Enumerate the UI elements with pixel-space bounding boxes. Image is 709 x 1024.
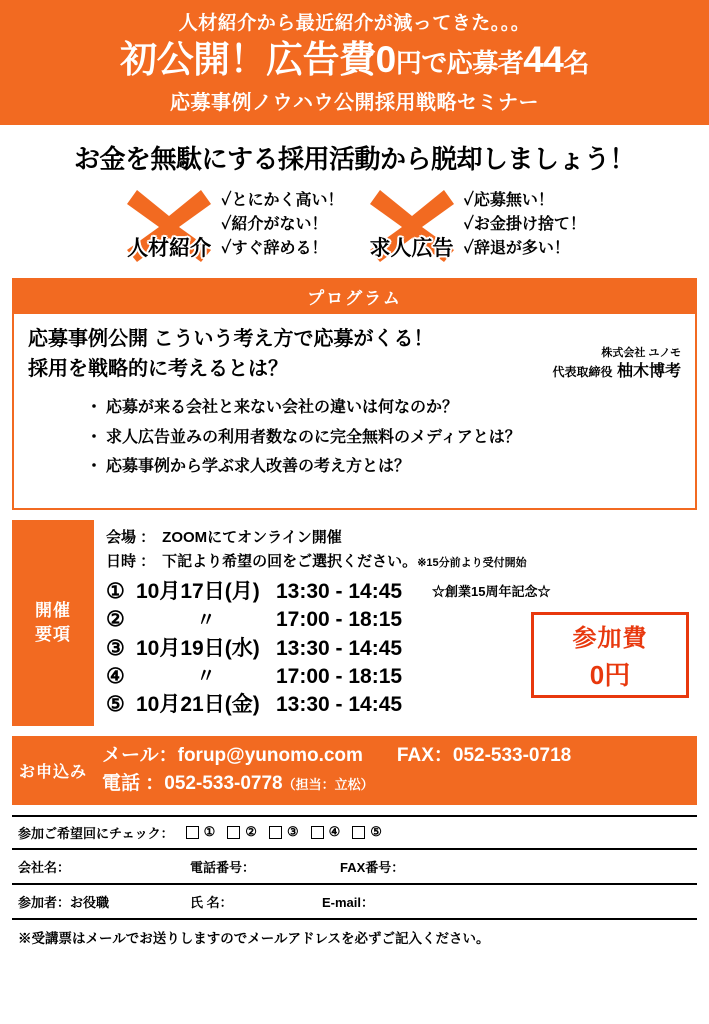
- venue-value: ZOOMにてオンライン開催: [162, 529, 342, 546]
- apply-mail-label: メール：: [102, 744, 178, 766]
- program-item: ・ 応募が来る会社と来ない会社の違いは何なのか？: [86, 396, 681, 419]
- title-part2: 円で応募者: [395, 48, 524, 78]
- program-item: ・ 応募事例から学ぶ求人改善の考え方とは？: [86, 455, 681, 478]
- application-form: [12, 815, 697, 947]
- session-time: 13:30 - 14:45: [276, 636, 403, 660]
- details-label-line2: 要項: [35, 624, 71, 644]
- fee-amount: 0円: [589, 660, 631, 690]
- speaker-role-name: [553, 361, 681, 383]
- form-row-checkboxes: [12, 817, 697, 850]
- header-banner: [0, 0, 709, 125]
- program-section: [12, 278, 697, 510]
- session-number: ④: [106, 665, 125, 689]
- checkbox-label: ②: [245, 824, 257, 840]
- speaker-company: 株式会社 ユノモ: [601, 347, 681, 359]
- problem-bullet: ✓お金掛け捨て！: [463, 216, 586, 234]
- form-row-company: [12, 850, 697, 885]
- problem-bullet: ✓とにかく高い！: [221, 192, 344, 210]
- checkbox-option-5[interactable]: [340, 824, 382, 840]
- checkbox-icon[interactable]: [311, 826, 324, 839]
- venue-row: [106, 526, 697, 550]
- program-item-list: [28, 396, 681, 478]
- problem-bullets-jobad: [464, 189, 586, 261]
- problem-bullet: ✓すぐ辞める！: [221, 240, 328, 258]
- problem-bullet: ✓辞退が多い！: [463, 240, 570, 258]
- session-number: ②: [106, 608, 125, 632]
- header-main-title: [0, 39, 709, 80]
- form-footnote: ※受講票はメールでお送りしますのでメールアドレスを必ずご記入ください。: [18, 930, 490, 946]
- problem-label-agency: 人材紹介: [127, 237, 212, 261]
- problem-bullet: ✓応募無い！: [463, 192, 554, 210]
- checkbox-icon[interactable]: [269, 826, 282, 839]
- session-time: 13:30 - 14:45: [276, 580, 403, 603]
- speaker-name: 柚木博考: [616, 362, 681, 380]
- date-note: ※15分前より受付開始: [417, 557, 527, 569]
- problem-block-jobad: [366, 186, 586, 264]
- checkbox-icon[interactable]: [352, 826, 365, 839]
- program-title: [28, 324, 434, 384]
- session-time: 13:30 - 14:45: [276, 693, 403, 717]
- apply-label: お申込み: [18, 763, 87, 781]
- apply-contact-info: [94, 742, 697, 799]
- checkbox-option-2[interactable]: [215, 824, 257, 840]
- checkbox-label: ③: [286, 824, 299, 840]
- session-date: 10月17日(月): [136, 580, 260, 603]
- date-row: [106, 550, 697, 574]
- header-lead: 人材紹介から最近紹介が減ってきた。。。: [178, 13, 531, 34]
- checkbox-icon[interactable]: [227, 826, 240, 839]
- title-zero: 0: [375, 39, 396, 80]
- session-extra: ☆創業15周年記念☆: [432, 584, 551, 600]
- speaker-role: 代表取締役: [552, 364, 613, 379]
- program-speaker: [553, 346, 681, 384]
- session-row[interactable]: [106, 578, 697, 606]
- session-time: 17:00 - 18:15: [276, 608, 403, 632]
- apply-tel-label: 電話 ：: [102, 773, 165, 795]
- email-field-label[interactable]: E-mail：: [322, 894, 375, 910]
- program-title-row: [28, 324, 681, 384]
- fee-badge: [531, 612, 689, 698]
- program-item: ・ 求人広告並みの利用者数なのに完全無料のメディアとは？: [86, 426, 681, 449]
- problem-blocks: [0, 184, 709, 274]
- apply-mail-row: [102, 742, 697, 771]
- attendee-field-label[interactable]: 参加者：お役職: [18, 894, 110, 910]
- session-date: 〃: [196, 666, 216, 688]
- catch-copy: お金を無駄にする採用活動から脱却しましょう！: [73, 144, 635, 175]
- problem-block-agency: [123, 186, 343, 264]
- apply-fax-value: 052-533-0718: [452, 744, 572, 766]
- program-title-line2: 採用を戦略的に考えるとは？: [28, 358, 288, 381]
- event-details-section: [12, 520, 697, 726]
- venue-key: 会場 ：: [106, 529, 156, 546]
- apply-tel-note: （担当：立松）: [282, 777, 374, 793]
- session-number: ①: [106, 580, 125, 603]
- session-number: ③: [106, 636, 125, 660]
- title-num: 44: [523, 39, 564, 80]
- fee-title: 参加費: [572, 625, 648, 652]
- tel-field-label[interactable]: 電話番号：: [190, 859, 256, 875]
- program-title-line1: 応募事例公開 こういう考え方で応募がくる！: [28, 328, 434, 351]
- checkbox-label: ①: [203, 824, 216, 840]
- checkbox-label: ⑤: [370, 824, 382, 840]
- title-part3: 名: [563, 48, 589, 78]
- x-mark-agency-wrap: [123, 186, 215, 264]
- details-label: [12, 520, 94, 726]
- company-field-label[interactable]: 会社名：: [18, 859, 71, 875]
- checkbox-label: ④: [328, 824, 341, 840]
- title-part1: 初公開！広告費: [120, 39, 376, 80]
- program-heading: プログラム: [14, 280, 695, 314]
- session-time: 17:00 - 18:15: [276, 665, 403, 689]
- session-date: 10月21日(金): [136, 693, 260, 717]
- fax-field-label[interactable]: FAX番号：: [340, 859, 405, 875]
- checkbox-option-1[interactable]: [174, 824, 216, 840]
- details-body: [94, 520, 697, 726]
- program-body: [14, 314, 695, 508]
- details-label-line1: 開催: [35, 601, 71, 621]
- checkbox-option-4[interactable]: [299, 824, 341, 840]
- session-date: 10月19日(水): [136, 636, 260, 660]
- name-field-label[interactable]: 氏 名：: [190, 894, 233, 910]
- session-number: ⑤: [106, 693, 125, 717]
- form-row-attendee: [12, 885, 697, 920]
- problem-bullets-agency: [221, 189, 343, 261]
- problem-bullet: ✓紹介がない！: [221, 216, 328, 234]
- check-label: 参加ご希望回にチェック：: [18, 825, 174, 841]
- apply-tel-row: [102, 770, 697, 799]
- checkbox-option-3[interactable]: [257, 824, 299, 840]
- header-subtitle: 応募事例ノウハウ公開採用戦略セミナー: [170, 92, 539, 115]
- x-mark-jobad-wrap: [366, 186, 458, 264]
- session-date: 〃: [196, 609, 216, 631]
- checkbox-icon[interactable]: [186, 826, 199, 839]
- apply-mail-value[interactable]: forup@yunomo.com: [177, 744, 363, 766]
- date-key: 日時 ：: [106, 553, 156, 570]
- apply-section: [12, 736, 697, 805]
- apply-tel-value: 052-533-0778: [164, 773, 283, 795]
- apply-fax-label: FAX：: [396, 744, 453, 766]
- date-value: 下記より希望の回をご選択ください。: [162, 553, 418, 570]
- problem-label-jobad: 求人広告: [369, 237, 454, 261]
